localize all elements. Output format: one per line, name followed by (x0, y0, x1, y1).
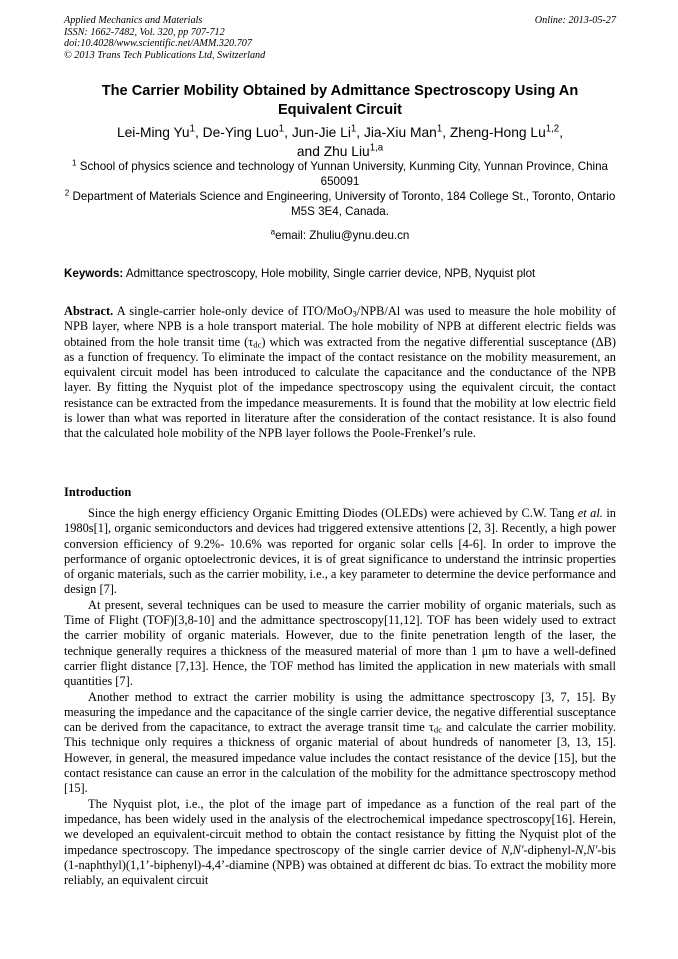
paragraph: Since the high energy efficiency Organic Emitting Diodes (OLEDs) were achieved by C.W. Tang et al. in 1980s[1], organic semiconductors and devices had triggered extensive attentions [2, 3]. Recently, a high power conversion efficiency of 9.2%- 10.6% was reported for organic solar cells [4-6]. In order to improve the performance of organic optoelectronic devices, it is of great significance to understand the intrinsic properties of organic materials, such as the carrier mobility, i.e., a key parameter to determine the device performance and design [7]. (64, 506, 616, 597)
author: Jia-Xiu Man$^1$, (363, 123, 450, 140)
copyright-line: © 2013 Trans Tech Publications Ltd, Switzerland (64, 49, 266, 61)
keywords-label: Keywords (64, 267, 120, 280)
author: De-Ying Luo$^1$, (202, 123, 292, 140)
journal-header (64, 15, 616, 61)
affiliation-1: $^1$ School of physics science and technology of Yunnan University, Kunming City, Yunnan Province, China 650091 (71, 158, 608, 188)
paper-title: The Carrier Mobility Obtained by Admittance Spectroscopy Using An Equivalent Circuit (101, 83, 579, 118)
author: Jun-Jie Li$^1$, (291, 123, 364, 140)
author-list (64, 123, 616, 161)
affiliations (64, 160, 616, 220)
affiliation-2: $^2$ Department of Materials Science and Engineering, University of Toronto, 184 College St., Toronto, Ontario M5S 3E4, Canada. (64, 188, 616, 218)
author: Lei-Ming Yu$^1$, (116, 123, 203, 140)
introduction-body (64, 506, 616, 888)
abstract-label: Abstract. (64, 304, 114, 318)
issn-line: ISSN: 1662-7482, Vol. 320, pp 707-712 (64, 26, 225, 38)
author: and Zhu Liu$^{1,a}$ (296, 142, 384, 159)
section-heading-introduction: Introduction (64, 485, 132, 499)
corresponding-email: $^a$email: Zhuliu@ynu.deu.cn (270, 227, 410, 242)
keywords: Keywords: Admittance spectroscopy, Hole mobility, Single carrier device, NPB, Nyquist plot (64, 267, 536, 280)
author: Zheng-Hong Lu$^{1,2}$, (449, 123, 564, 140)
paragraph: At present, several techniques can be used to measure the carrier mobility of organic materials, such as Time of Flight (TOF)[3,8-10] and the admittance spectroscopy[11,12]. TOF has been widely used to extract the carrier mobility of organic materials. However, due to the finite penetration length of the laser, the technique generally requires a thickness of the measured material of more than 1 μm to have a well-defined carrier flight distance [7,13]. Hence, the TOF method has limited the application in new materials with small quantities [7]. (64, 597, 616, 689)
keywords-text: Admittance spectroscopy, Hole mobility, Single carrier device, NPB, Nyquist plot (123, 267, 536, 280)
online-date: Online: 2013-05-27 (534, 15, 616, 26)
paragraph: Another method to extract the carrier mobility is using the admittance spectroscopy [3, 7, 15]. By measuring the impedance and the capacitance of the single carrier device, the negative differential susceptance can be derived from the capacitance, to extract the average transit time $\tau_{dc}$ and calculate the carrier mobility. This technique only requires a thickness of organic material of about hundreds of nanometer [3, 13, 15]. However, in general, the measured impedance value includes the contact resistance of the device [15], but the contact resistance can cause an error in the calculation of the mobility for the admittance spectroscopy method [15]. (64, 689, 616, 796)
abstract: Abstract. A single-carrier hole-only device of ITO/MoO$_3$/NPB/Al was used to measure the hole mobility of NPB layer, where NPB is a hole transport material. The hole mobility of NPB at different electric fields was obtained from the hole transit time $(\tau_{dc})$ which was extracted from the negative differential susceptance (ΔB) as a function of frequency. To eliminate the impact of the contact resistance on the mobility measurement, an equivalent circuit model has been introduced to calculate the capacitance and the conductance of the NPB layer. By fitting the Nyquist plot of the impedance spectroscopy using the equivalent circuit, the contact resistance can be extracted from the impedance measurements. It is found that the mobility at low electric field is lower than what was reported in literature after the consideration of the contact resistance. It is also found that the calculated hole mobility of the NPB layer follows the Poole-Frenkel’s rule. (64, 304, 617, 441)
doi-line: doi:10.4028/www.scientific.net/AMM.320.707 (64, 38, 252, 49)
paragraph: The Nyquist plot, i.e., the plot of the image part of impedance as a function of the real part of the impedance, has been widely used in the analysis of the electrochemical impedance spectroscopy[16]. Herein, we developed an equivalent-circuit method to obtain the contact resistance by fitting the Nyquist plot of the impedance spectroscopy. The impedance spectroscopy of the single carrier device of N,N'-diphenyl-N,N'-bis (1-naphthyl)(1,1’-biphenyl)-4,4’-diamine (NPB) was obtained at different dc bias. To extract the mobility more reliably, an equivalent circuit (64, 796, 616, 888)
journal-name: Applied Mechanics and Materials (64, 15, 203, 26)
